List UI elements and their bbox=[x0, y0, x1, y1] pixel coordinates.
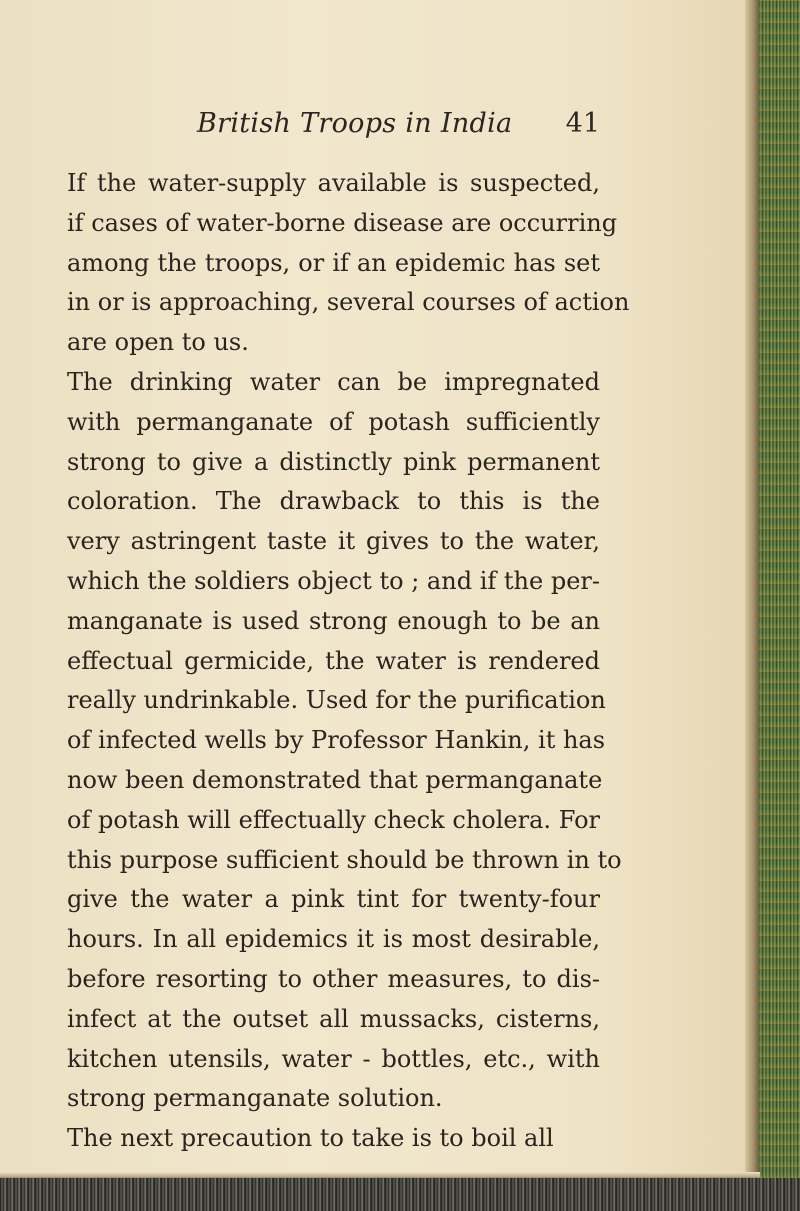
text-line: of infected wells by Professor Hankin, it has bbox=[67, 726, 606, 755]
body-text bbox=[67, 164, 630, 1159]
page-header bbox=[67, 96, 600, 146]
text-line: very astringent taste it gives to the water, bbox=[67, 527, 600, 556]
text-line: The next precaution to take is to boil all bbox=[67, 1124, 554, 1153]
text-line: coloration. The drawback to this is the bbox=[67, 487, 600, 516]
text-line: kitchen utensils, water - bottles, etc., with bbox=[67, 1044, 600, 1073]
text-line: really undrinkable. Used for the purification bbox=[67, 686, 606, 715]
text-line: hours. In all epidemics it is most desirable, bbox=[67, 925, 600, 954]
text-line: before resorting to other measures, to dis- bbox=[67, 964, 600, 993]
text-line: in or is approaching, several courses of action bbox=[67, 288, 630, 317]
text-line: strong to give a distinctly pink permanent bbox=[67, 447, 600, 476]
text-line: with permanganate of potash sufficiently bbox=[67, 407, 600, 436]
text-line: which the soldiers object to ; and if the per- bbox=[67, 566, 600, 595]
book-fore-edge-texture bbox=[759, 0, 800, 1211]
page-edge-shadow bbox=[745, 0, 759, 1211]
text-line: if cases of water-borne disease are occurring bbox=[67, 208, 618, 237]
text-line: now been demonstrated that permanganate bbox=[67, 765, 603, 794]
page-number: 41 bbox=[565, 108, 600, 139]
text-line: of potash will effectually check cholera. For bbox=[67, 805, 600, 834]
running-head: British Troops in India bbox=[197, 108, 513, 139]
text-line: manganate is used strong enough to be an bbox=[67, 606, 600, 635]
text-line: this purpose sufficient should be thrown in to bbox=[67, 845, 622, 874]
text-line: strong permanganate solution. bbox=[67, 1084, 443, 1113]
text-line: give the water a pink tint for twenty-four bbox=[67, 885, 600, 914]
book-bottom-edge bbox=[0, 1178, 800, 1211]
text-line: If the water-supply available is suspected, bbox=[67, 169, 600, 197]
text-line: are open to us. bbox=[67, 328, 249, 357]
text-line: effectual germicide, the water is rendered bbox=[67, 646, 600, 675]
text-line: among the troops, or if an epidemic has set bbox=[67, 248, 600, 277]
text-line: infect at the outset all mussacks, cisterns, bbox=[67, 1004, 600, 1033]
text-line: The drinking water can be impregnated bbox=[67, 367, 600, 396]
